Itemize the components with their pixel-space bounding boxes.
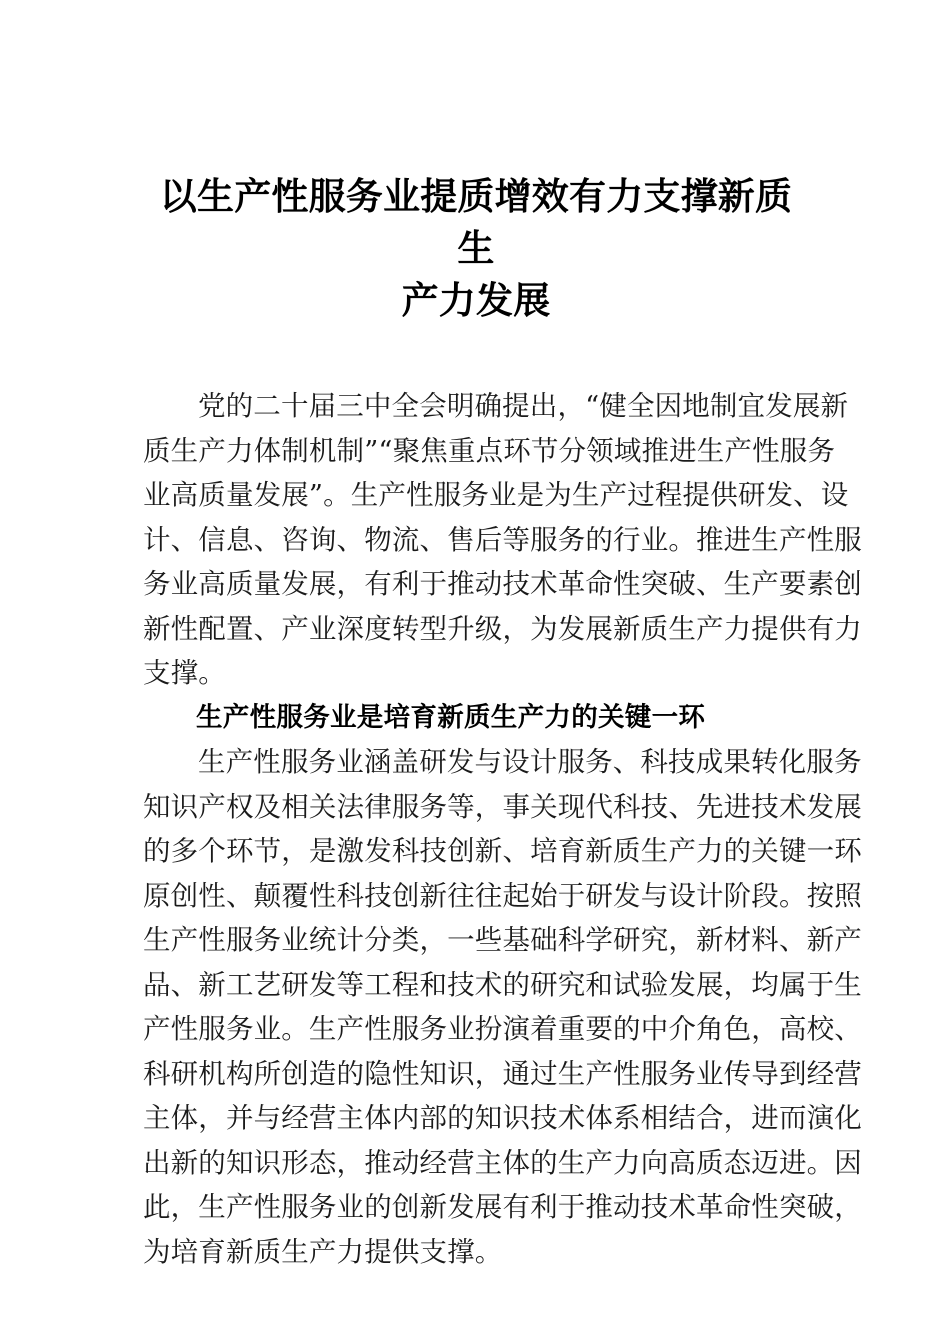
paragraph-line: 原创性、颠覆性科技创新往往起始于研发与设计阶段。按照: [143, 879, 862, 912]
paragraph-line: 主体，并与经营主体内部的知识技术体系相结合，进而演化: [143, 1102, 862, 1134]
paragraph-line: 计、信息、咨询、物流、售后等服务的行业。推进生产性服: [143, 523, 862, 556]
paragraph-intro: [143, 384, 862, 696]
paragraph-line: 业高质量发展”。生产性服务业是为生产过程提供研发、设: [143, 479, 849, 511]
section-heading-1: 生产性服务业是培育新质生产力的关键一环: [196, 701, 706, 733]
document-content-column: [143, 0, 862, 1274]
paragraph-line: 党的二十届三中全会明确提出，“健全因地制宜发展新: [198, 390, 849, 422]
paragraph-line: 务业高质量发展，有利于推动技术革命性突破、生产要素创: [143, 568, 862, 600]
title-line-2: 产力发展: [401, 278, 551, 322]
paragraph-line: 质生产力体制机制”“聚焦重点环节分领域推进生产性服务: [143, 434, 836, 467]
paragraph-line: 此，生产性服务业的创新发展有利于推动技术革命性突破，: [143, 1191, 862, 1223]
paragraph-line: 品、新工艺研发等工程和技术的研究和试验发展，均属于生: [143, 968, 862, 1001]
paragraph-line: 科研机构所创造的隐性知识，通过生产性服务业传导到经营: [143, 1057, 862, 1090]
paragraph-line: 出新的知识形态，推动经营主体的生产力向高质态迈进。因: [143, 1146, 862, 1179]
page-title: [143, 0, 809, 326]
paragraph-line: 的多个环节，是激发科技创新、培育新质生产力的关键一环: [143, 835, 862, 867]
paragraph-line: 生产性服务业统计分类，一些基础科学研究，新材料、新产: [143, 924, 862, 956]
paragraph-line: 为培育新质生产力提供支撑。: [143, 1235, 503, 1268]
paragraph-section-1: [143, 740, 862, 1274]
paragraph-line: 新性配置、产业深度转型升级，为发展新质生产力提供有力: [143, 612, 862, 645]
paragraph-line: 支撑。: [143, 657, 226, 689]
paragraph-line: 知识产权及相关法律服务等，事关现代科技、先进技术发展: [143, 790, 862, 823]
paragraph-line: 生产性服务业涵盖研发与设计服务、科技成果转化服务: [198, 746, 862, 778]
title-line-1: 以生产性服务业提质增效有力支撑新质生: [159, 174, 793, 270]
paragraph-line: 产性服务业。生产性服务业扮演着重要的中介角色，高校、: [143, 1013, 862, 1045]
